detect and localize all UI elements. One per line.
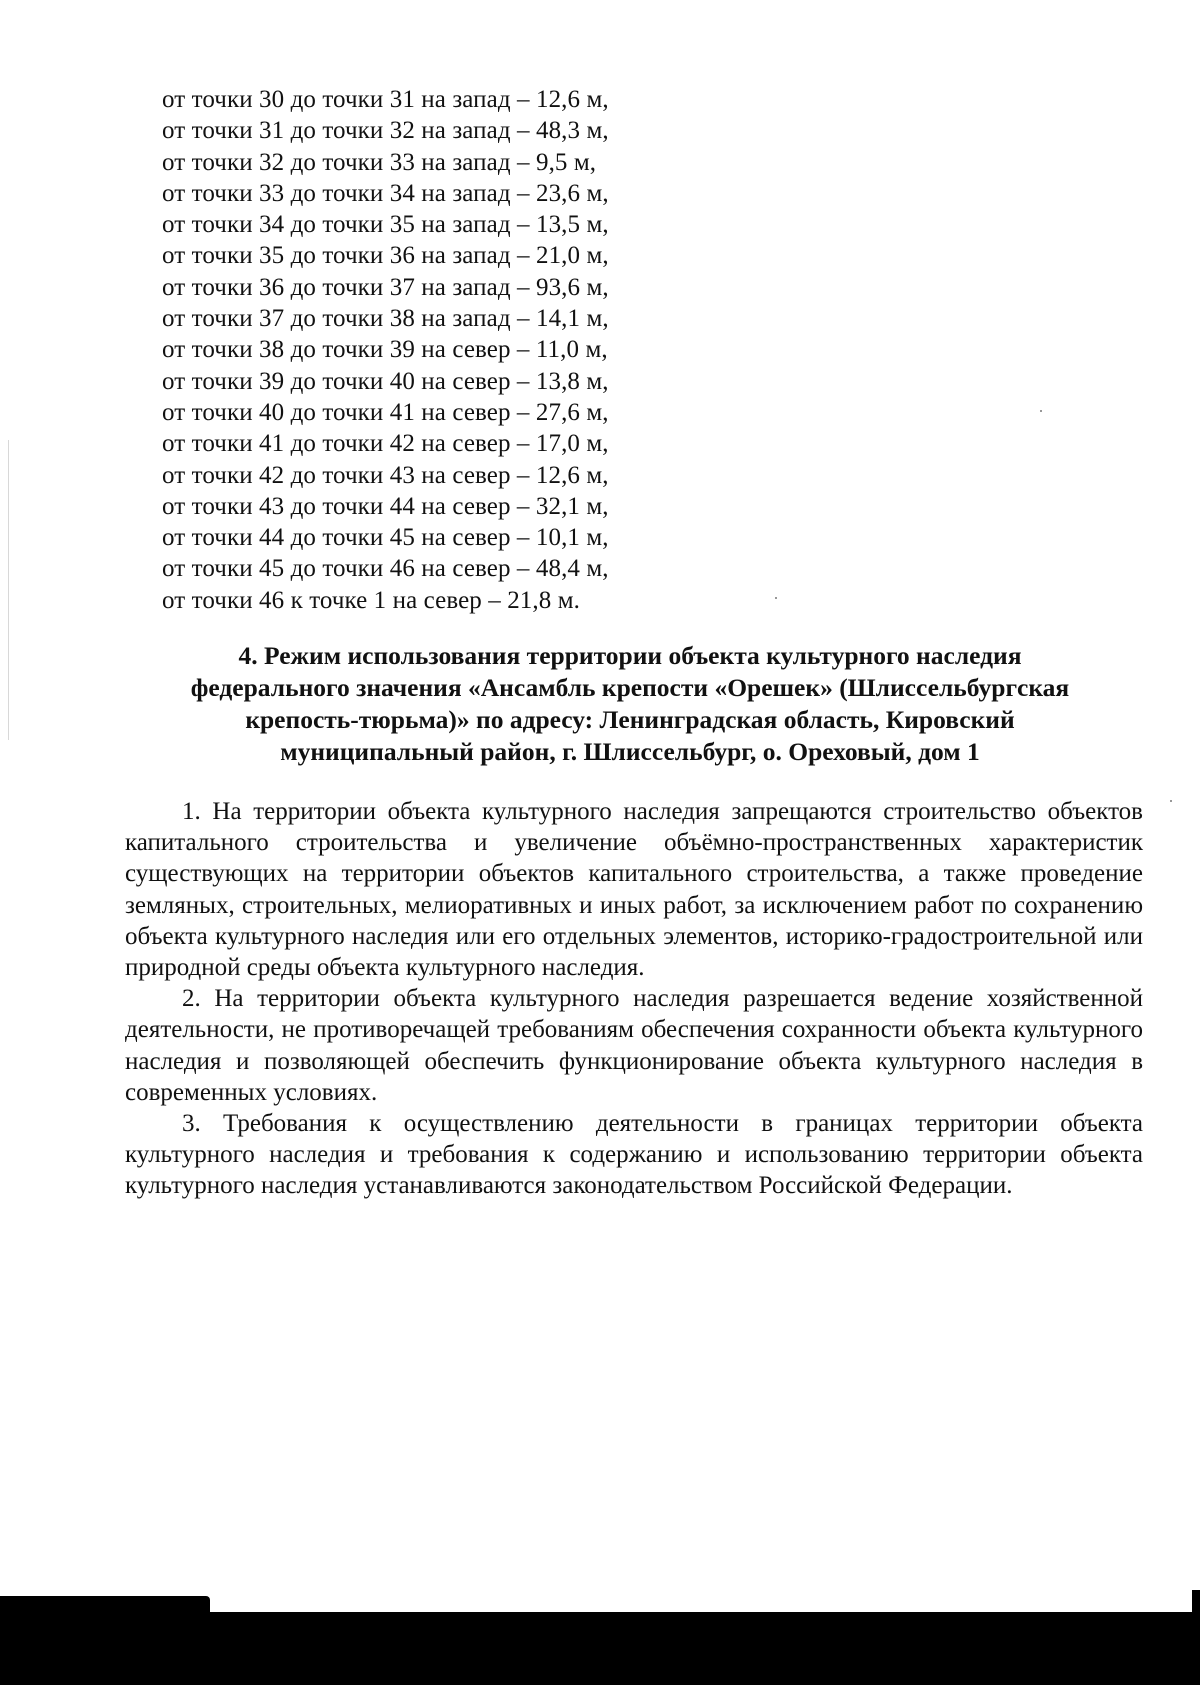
scan-speck (1170, 800, 1172, 802)
distance-line: от точки 46 к точке 1 на север – 21,8 м. (162, 586, 580, 614)
distance-line: от точки 44 до точки 45 на север – 10,1 м, (162, 524, 609, 552)
distance-line: от точки 43 до точки 44 на север – 32,1 м, (162, 492, 609, 520)
distance-line: от точки 32 до точки 33 на запад – 9,5 м, (162, 148, 597, 176)
distance-line: от точки 39 до точки 40 на север – 13,8 м, (162, 367, 609, 395)
section-body (125, 796, 1143, 1202)
boundary-distance-list (162, 84, 722, 616)
distance-line: от точки 35 до точки 36 на запад – 21,0 м, (162, 242, 609, 270)
paragraph-1: 1. На территории объекта культурного наследия запрещаются строительство объектов капитального строительства и увеличение объёмно-пространственных характеристик существующих на территории объектов капитального строительства, а также проведение земляных, строительных, мелиоративных и иных работ, за исключением работ по сохранению объекта культурного наследия или его отдельных элементов, историко-градостроительной или природной среды объекта культурного наследия. (125, 798, 1143, 982)
heading-line: муниципальный район, г. Шлиссельбург, о. Ореховый, дом 1 (280, 737, 980, 766)
section-heading (125, 640, 1135, 768)
distance-line: от точки 41 до точки 42 на север – 17,0 м, (162, 430, 609, 458)
scan-edge-mark (8, 440, 9, 740)
heading-line: 4. Режим использования территории объекта культурного наследия (238, 641, 1022, 670)
distance-line: от точки 34 до точки 35 на запад – 13,5 м, (162, 211, 609, 239)
scan-speck (775, 597, 777, 599)
scan-border (0, 1612, 1200, 1685)
scan-speck (1040, 410, 1042, 412)
distance-line: от точки 31 до точки 32 на запад – 48,3 м, (162, 117, 609, 145)
paragraph-3: 3. Требования к осуществлению деятельности в границах территории объекта культурного наследия и требования к содержанию и использованию территории объекта культурного наследия устанавливаются законодательством Российской Федерации. (125, 1110, 1143, 1200)
distance-line: от точки 38 до точки 39 на север – 11,0 м, (162, 336, 608, 364)
distance-line: от точки 36 до точки 37 на запад – 93,6 м, (162, 273, 609, 301)
distance-line: от точки 42 до точки 43 на север – 12,6 м, (162, 461, 609, 489)
heading-line: крепость-тюрьма)» по адресу: Ленинградская область, Кировский (245, 705, 1015, 734)
distance-line: от точки 45 до точки 46 на север – 48,4 м, (162, 555, 609, 583)
distance-line: от точки 37 до точки 38 на запад – 14,1 м, (162, 305, 609, 333)
distance-line: от точки 40 до точки 41 на север – 27,6 м, (162, 398, 609, 426)
distance-line: от точки 33 до точки 34 на запад – 23,6 м, (162, 179, 609, 207)
distance-line: от точки 30 до точки 31 на запад – 12,6 м, (162, 86, 609, 113)
paragraph-2: 2. На территории объекта культурного наследия разрешается ведение хозяйственной деятельности, не противоречащей требованиям обеспечения сохранности объекта культурного наследия и позволяющей обеспечить функционирование объекта культурного наследия в современных условиях. (125, 985, 1143, 1106)
heading-line: федерального значения «Ансамбль крепости «Орешек» (Шлиссельбургская (190, 673, 1070, 702)
